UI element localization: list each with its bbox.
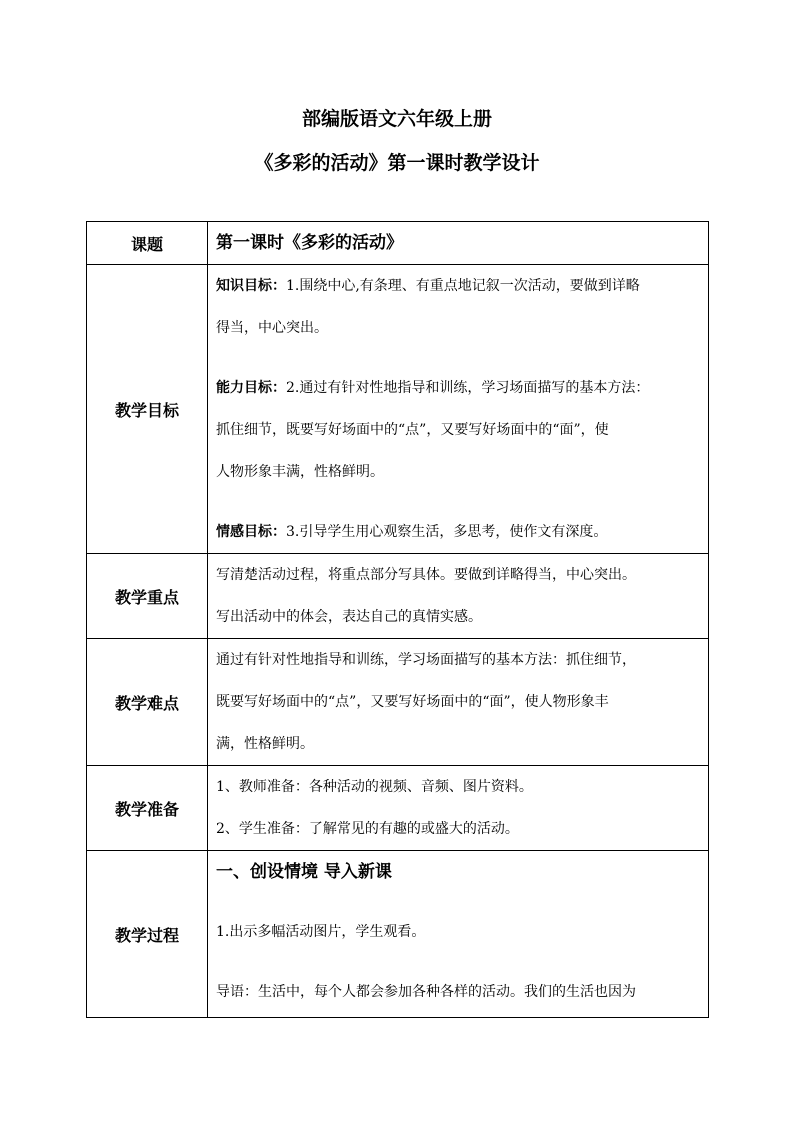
key-points-label: 教学重点 — [87, 554, 208, 639]
preparation-line2: 2、学生准备：了解常见的有趣的或盛大的活动。 — [216, 821, 519, 837]
document-title-line2: 《多彩的活动》第一课时教学设计 — [254, 152, 540, 174]
objectives-label: 教学目标 — [87, 265, 208, 554]
key-points-line1: 写清楚活动过程，将重点部分写具体。要做到详略得当，中心突出。 — [216, 567, 636, 583]
emotion-objective-line1: 情感目标：3.引导学生用心观察生活，多思考，使作文有深度。 — [216, 524, 608, 540]
ability-objective-line2: 抓住细节，既要写好场面中的“点”，又要写好场面中的“面”，使 — [216, 422, 609, 438]
difficulties-line2: 既要写好场面中的“点”，又要写好场面中的“面”，使人物形象丰 — [216, 694, 609, 710]
difficulties-line1: 通过有针对性地指导和训练，学习场面描写的基本方法：抓住细节， — [216, 652, 636, 668]
process-label: 教学过程 — [87, 851, 208, 1018]
document-title-line1: 部编版语文六年级上册 — [301, 108, 492, 130]
row-difficulties — [87, 639, 709, 766]
row-key-points — [87, 554, 709, 639]
preparation-line1: 1、教师准备：各种活动的视频、音频、图片资料。 — [216, 779, 533, 795]
knowledge-objective-line2: 得当，中心突出。 — [216, 320, 328, 336]
difficulties-label: 教学难点 — [87, 639, 208, 766]
process-intro: 导语：生活中，每个人都会参加各种各样的活动。我们的生活也因为 — [216, 984, 636, 1000]
knowledge-objective-line1: 知识目标：1.围绕中心,有条理、有重点地记叙一次活动，要做到详略 — [216, 278, 640, 294]
preparation-label: 教学准备 — [87, 766, 208, 851]
key-points-line2: 写出活动中的体会，表达自己的真情实感。 — [216, 609, 482, 625]
process-step1: 1.出示多幅活动图片，学生观看。 — [216, 924, 426, 940]
topic-value: 第一课时《多彩的活动》 — [216, 233, 403, 253]
row-topic — [87, 222, 709, 265]
difficulties-line3: 满，性格鲜明。 — [216, 736, 314, 752]
topic-label: 课题 — [87, 222, 208, 265]
row-process — [87, 851, 709, 1018]
row-objectives — [87, 265, 709, 554]
row-preparation — [87, 766, 709, 851]
lesson-plan-table — [86, 221, 709, 1018]
ability-objective-line1: 能力目标：2.通过有针对性地指导和训练，学习场面描写的基本方法： — [216, 380, 650, 396]
process-heading: 一、创设情境 导入新课 — [216, 862, 392, 882]
ability-objective-line3: 人物形象丰满，性格鲜明。 — [216, 464, 384, 480]
